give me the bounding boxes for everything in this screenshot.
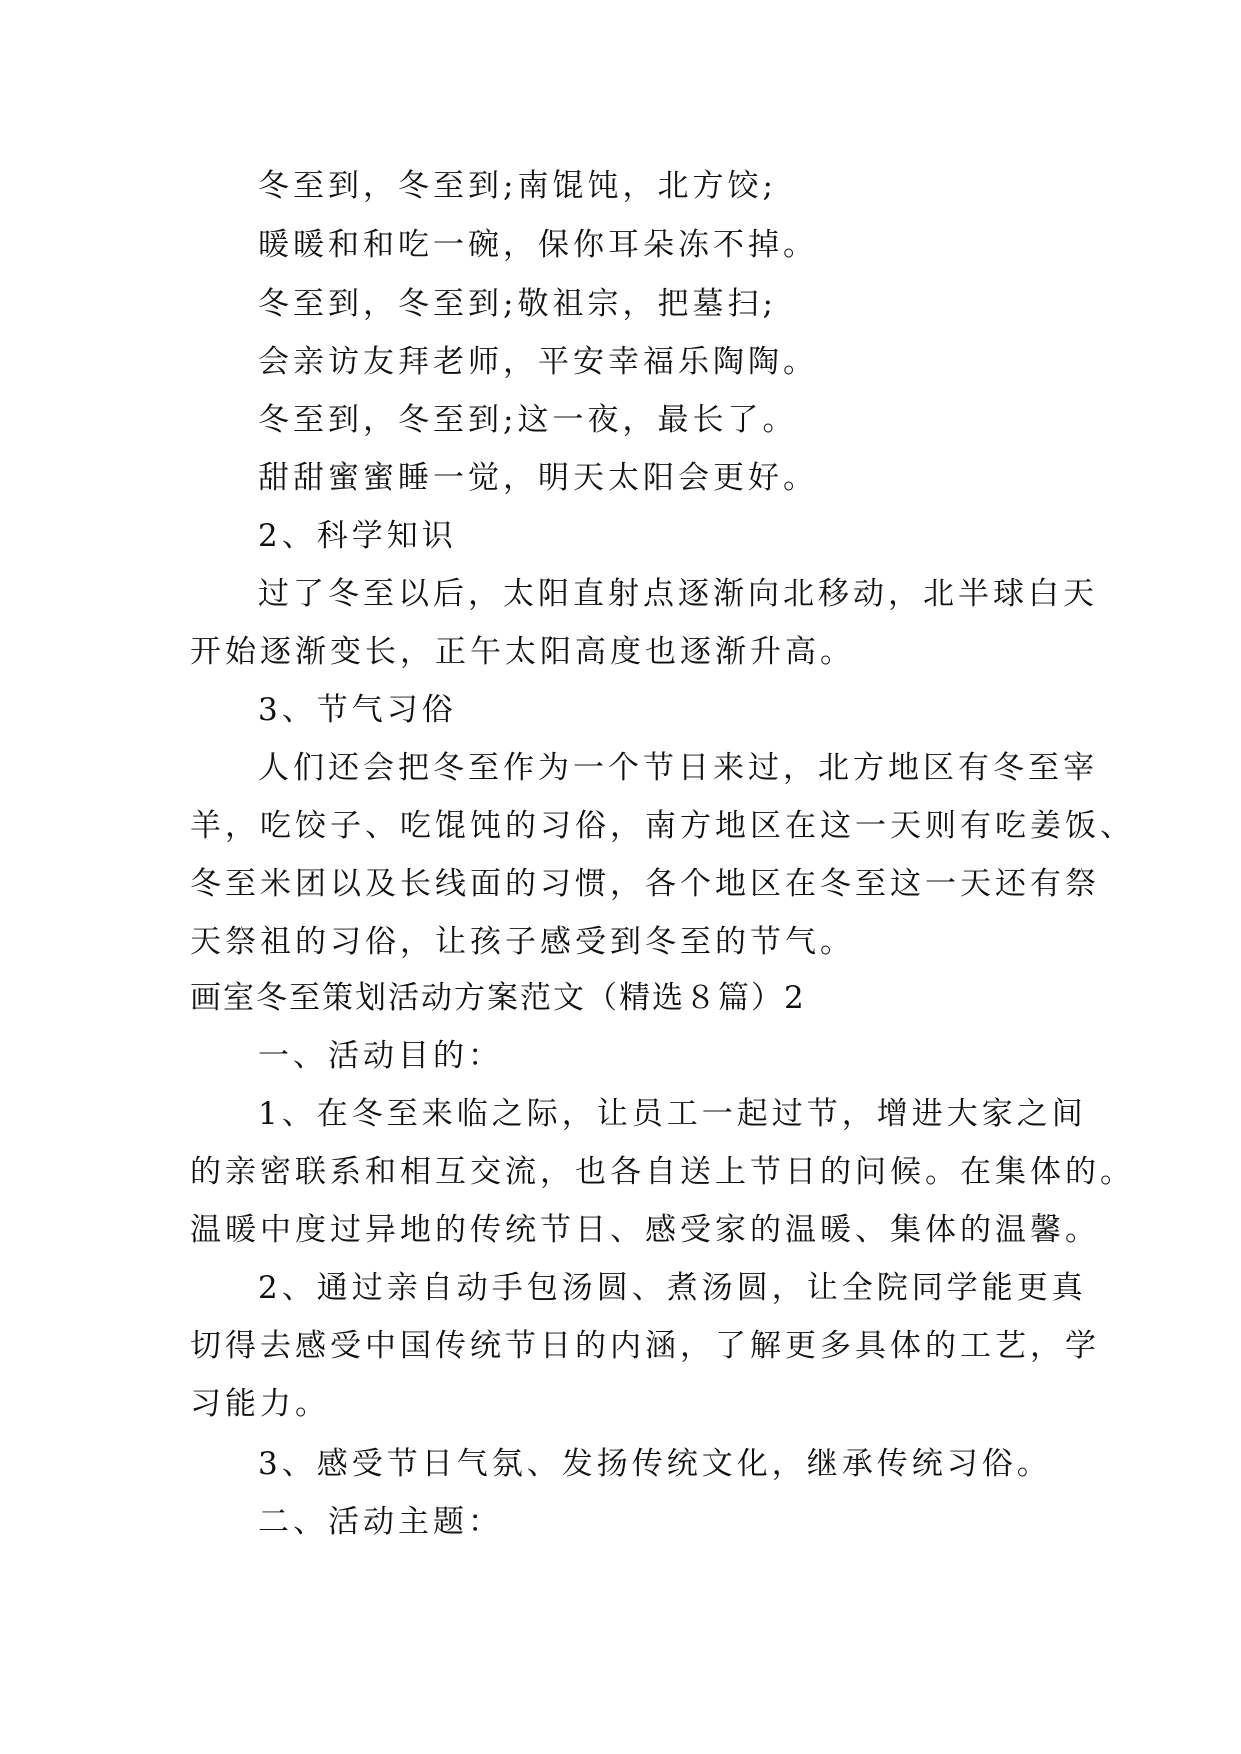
rhyme-line-5: 冬至到，冬至到;这一夜，最长了。 [258,402,798,438]
paragraph-line: 习能力。 [190,1386,330,1422]
paragraph-line: 切得去感受中国传统节日的内涵，了解更多具体的工艺，学 [190,1328,1100,1364]
section-heading-purpose: 一、活动目的： [258,1038,503,1074]
paragraph-line: 冬至米团以及长线面的习惯，各个地区在冬至这一天还有祭 [190,866,1100,902]
paragraph-line: 1、在冬至来临之际，让员工一起过节，增进大家之间 [258,1096,1087,1132]
paragraph-line: 温暖中度过异地的传统节日、感受家的温暖、集体的温馨。 [190,1212,1100,1248]
rhyme-line-6: 甜甜蜜蜜睡一觉，明天太阳会更好。 [258,460,818,496]
rhyme-line-4: 会亲访友拜老师，平安幸福乐陶陶。 [258,344,818,380]
paragraph-line: 过了冬至以后，太阳直射点逐渐向北移动，北半球白天 [258,576,1098,612]
paragraph-line: 人们还会把冬至作为一个节日来过，北方地区有冬至宰 [258,750,1098,786]
section-heading-theme: 二、活动主题： [258,1504,503,1540]
paragraph-line: 开始逐渐变长，正午太阳高度也逐渐升高。 [190,634,855,670]
article-title: 画室冬至策划活动方案范文（精选８篇）2 [190,980,806,1016]
rhyme-line-3: 冬至到，冬至到;敬祖宗，把墓扫; [258,286,777,322]
rhyme-line-2: 暖暖和和吃一碗，保你耳朵冻不掉。 [258,227,818,263]
paragraph-line: 3、感受节日气氛、发扬传统文化，继承传统习俗。 [258,1446,1052,1482]
rhyme-line-1: 冬至到，冬至到;南馄饨，北方饺; [258,168,777,204]
section-heading-customs: 3、节气习俗 [258,692,457,728]
paragraph-line: 天祭祖的习俗，让孩子感受到冬至的节气。 [190,924,855,960]
section-heading-science: 2、科学知识 [258,518,457,554]
paragraph-line: 2、通过亲自动手包汤圆、煮汤圆，让全院同学能更真 [258,1270,1087,1306]
paragraph-line: 的亲密联系和相互交流，也各自送上节日的问候。在集体的。 [190,1154,1135,1190]
paragraph-line: 羊，吃饺子、吃馄饨的习俗，南方地区在这一天则有吃姜饭、 [190,808,1135,844]
